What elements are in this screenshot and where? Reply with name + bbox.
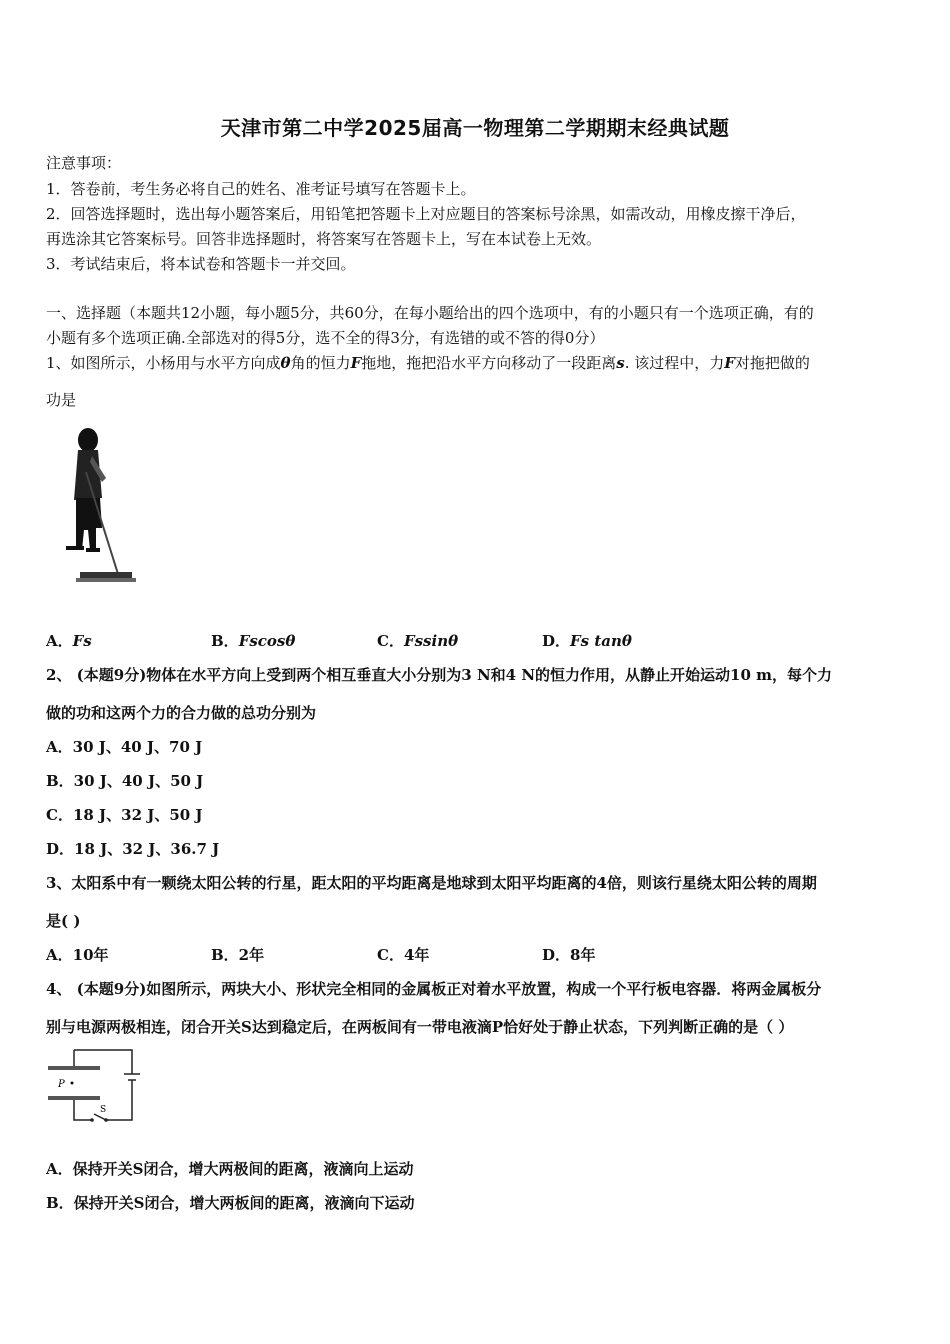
q1-option-c[interactable]: C．Fssinθ: [377, 632, 459, 650]
q2-stem-line1: 2、 (本题9分)物体在水平方向上受到两个相互垂直大小分别为3 N和4 N的恒力作用，从静止开始运动10 m，每个力: [46, 666, 833, 684]
notice-item-1: 1．答卷前，考生务必将自己的姓名、准考证号填写在答题卡上。: [46, 180, 476, 198]
notice-item-2: 2．回答选择题时，选出每小题答案后，用铅笔把答题卡上对应题目的答案标号涂黑，如需改动，用橡皮擦干净后，: [46, 205, 806, 223]
drop-label-p: P: [58, 1079, 65, 1090]
q3-stem-line1: 3、太阳系中有一颗绕太阳公转的行星，距太阳的平均距离是地球到太阳平均距离的4倍，则该行星绕太阳公转的周期: [46, 874, 817, 892]
q1-force-2: F: [724, 354, 735, 372]
section-header-line1: 一、选择题（本题共12小题，每小题5分，共60分，在每小题给出的四个选项中，有的小题只有一个选项正确，有的: [46, 304, 814, 322]
capacitor-circuit-figure: [44, 1046, 140, 1126]
q4-option-a[interactable]: A．保持开关S闭合，增大两极间的距离，液滴向上运动: [46, 1160, 414, 1178]
q1-text-e: 对拖把做的: [734, 354, 810, 372]
notice-heading: 注意事项：: [46, 154, 122, 172]
q1-distance: s: [616, 354, 625, 372]
q3-option-a[interactable]: A．10年: [46, 946, 109, 964]
q2-option-a[interactable]: A．30 J、40 J、70 J: [46, 738, 203, 756]
q2-option-b[interactable]: B．30 J、40 J、50 J: [46, 772, 204, 790]
q1-option-a[interactable]: A．Fs: [46, 632, 92, 650]
q3-stem-line2: 是( ): [46, 912, 81, 930]
q1-text-a: 1、如图所示，小杨用与水平方向成: [46, 354, 281, 372]
q1-stem-line2: 功是: [46, 391, 77, 409]
q1-stem-line1: [46, 352, 810, 373]
page-title: 天津市第二中学2025届高一物理第二学期期末经典试题: [220, 116, 730, 140]
q2-option-d[interactable]: D．18 J、32 J、36.7 J: [46, 840, 220, 858]
q3-option-d[interactable]: D．8年: [542, 946, 596, 964]
q1-option-b[interactable]: B．Fscosθ: [211, 632, 296, 650]
q1-text-c: 拖地，拖把沿水平方向移动了一段距离: [361, 354, 617, 372]
switch-label-s: S: [100, 1105, 107, 1115]
notice-item-3: 3．考试结束后，将本试卷和答题卡一并交回。: [46, 255, 356, 273]
section-header-line2: 小题有多个选项正确.全部选对的得5分，选不全的得3分，有选错的或不答的得0分）: [46, 329, 605, 347]
q2-option-c[interactable]: C．18 J、32 J、50 J: [46, 806, 203, 824]
mopping-figure: [62, 428, 140, 590]
q4-option-b[interactable]: B．保持开关S闭合，增大两板间的距离，液滴向下运动: [46, 1194, 415, 1212]
q3-option-b[interactable]: B．2年: [211, 946, 265, 964]
q2-stem-line2: 做的功和这两个力的合力做的总功分别为: [46, 704, 317, 722]
notice-item-2-cont: 再选涂其它答案标号。回答非选择题时，将答案写在答题卡上，写在本试卷上无效。: [46, 230, 602, 248]
q1-text-d: . 该过程中，力: [624, 354, 725, 372]
q1-theta: θ: [280, 354, 291, 372]
q4-stem-line1: 4、 (本题9分)如图所示，两块大小、形状完全相同的金属板正对着水平放置，构成一个平行板电容器．将两金属板分: [46, 980, 822, 998]
q1-text-b: 角的恒力: [290, 354, 351, 372]
q3-option-c[interactable]: C．4年: [377, 946, 430, 964]
q1-force: F: [350, 354, 362, 372]
q4-stem-line2: 别与电源两极相连，闭合开关S达到稳定后，在两板间有一带电液滴P恰好处于静止状态，下列判断正确的是（ ）: [46, 1018, 794, 1036]
q1-option-d[interactable]: D．Fs tanθ: [542, 632, 632, 650]
